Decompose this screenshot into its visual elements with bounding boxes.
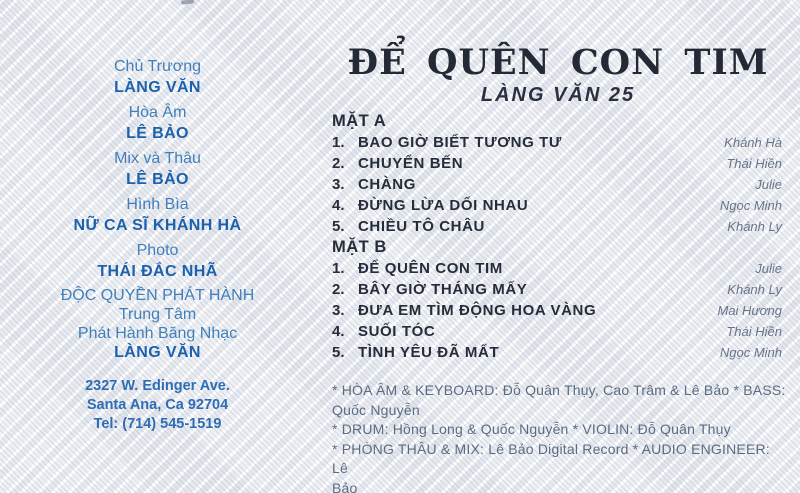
distribution-line: Trung Tâm: [118, 306, 197, 323]
production-credit-line: Quốc Nguyễn: [332, 401, 420, 418]
track-title: ĐƯA EM TÌM ĐỘNG HOA VÀNG: [358, 302, 597, 319]
address-line: 2327 W. Edinger Ave.: [85, 378, 230, 394]
credit-pair: [5, 56, 310, 98]
credit-pair: [5, 194, 310, 236]
credit-value: NỮ CA SĨ KHÁNH HÀ: [73, 217, 242, 234]
album-subtitle: LÀNG VĂN 25: [480, 84, 636, 106]
track-row: [332, 132, 784, 153]
track-row: [332, 342, 784, 363]
track-row: [332, 153, 784, 174]
track-row: [332, 258, 784, 279]
track-artist: Julie: [755, 177, 782, 192]
distribution-line: LÀNG VĂN: [114, 344, 201, 361]
track-artist: Khánh Hà: [724, 135, 782, 150]
phone-line: Tel: (714) 545-1519: [93, 416, 222, 432]
track-title: CHIỀU TÔ CHÂU: [358, 218, 485, 235]
track-artist: Khánh Ly: [727, 282, 782, 297]
credit-label: Mix và Thâu: [114, 150, 201, 167]
track-title: SUỐI TÓC: [358, 323, 436, 340]
track-title: CHUYỂN BẾN: [358, 155, 464, 172]
track-row: [332, 300, 784, 321]
credit-pair: [5, 148, 310, 190]
credit-label: Chủ Trương: [113, 58, 201, 75]
track-title: BAO GIỜ BIẾT TƯƠNG TƯ: [358, 134, 562, 151]
track-artist: Ngọc Minh: [719, 345, 782, 360]
track-title: CHÀNG: [358, 176, 416, 193]
production-credit-line: * DRUM: Hồng Long & Quốc Nguyễn * VIOLIN: Đỗ Quân Thụy: [332, 421, 731, 437]
track-row: [332, 216, 784, 237]
album-title: ĐỂ QUÊN CON TIM: [347, 42, 769, 83]
left-credits-column: [5, 56, 310, 434]
track-number: 4.: [332, 197, 345, 214]
address-line: Santa Ana, Ca 92704: [86, 397, 229, 413]
track-title: ĐỪNG LỪA DỐI NHAU: [358, 197, 529, 214]
track-number: 2.: [332, 155, 345, 172]
side-b-heading: MẶT B: [332, 238, 387, 256]
credit-pair: [5, 240, 310, 282]
distribution-line: ĐỘC QUYỀN PHÁT HÀNH: [60, 287, 255, 304]
credit-label: Hòa Âm: [128, 104, 187, 121]
track-row: [332, 195, 784, 216]
track-number: 5.: [332, 344, 345, 361]
credit-label: Hình Bìa: [126, 196, 189, 213]
track-artist: Julie: [755, 261, 782, 276]
production-credits: [332, 381, 788, 493]
distribution-block: [5, 286, 310, 362]
address-block: [5, 377, 310, 434]
track-number: 1.: [332, 134, 345, 151]
side-a-heading: MẶT A: [332, 112, 387, 130]
track-artist: Thái Hiền: [726, 324, 782, 339]
track-row: [332, 279, 784, 300]
track-artist: Ngọc Minh: [719, 198, 782, 213]
track-number: 5.: [332, 218, 345, 235]
track-artist: Thái Hiền: [726, 156, 782, 171]
credit-value: LÊ BẢO: [126, 125, 189, 142]
track-number: 1.: [332, 260, 345, 277]
credit-value: LÀNG VĂN: [114, 79, 201, 96]
credit-value: THÁI ĐẮC NHÃ: [97, 263, 218, 280]
track-number: 4.: [332, 323, 345, 340]
track-title: BÂY GIỜ THÁNG MẤY: [358, 281, 528, 298]
track-title: ĐỂ QUÊN CON TIM: [358, 260, 503, 277]
track-number: 3.: [332, 176, 345, 193]
track-artist: Khánh Ly: [727, 219, 782, 234]
scan-speck: [181, 0, 194, 5]
production-credit-line: * HÒA ÂM & KEYBOARD: Đỗ Quân Thụy, Cao Trâm & Lê Bảo * BASS:: [332, 382, 786, 398]
track-number: 2.: [332, 281, 345, 298]
tracklist: [332, 111, 784, 363]
credit-value: LÊ BẢO: [126, 171, 189, 188]
track-artist: Mai Hương: [717, 303, 782, 318]
distribution-line: Phát Hành Băng Nhạc: [77, 325, 238, 342]
track-title: TÌNH YÊU ĐÃ MẤT: [358, 344, 500, 361]
credit-pair: [5, 102, 310, 144]
title-block: [330, 42, 786, 106]
production-credit-line: * PHÒNG THÂU & MIX: Lê Bảo Digital Record * AUDIO ENGINEER: Lê: [332, 440, 770, 476]
credit-label: Photo: [136, 242, 179, 259]
track-row: [332, 174, 784, 195]
track-row: [332, 321, 784, 342]
production-credit-line: Bảo: [332, 479, 358, 493]
track-number: 3.: [332, 302, 345, 319]
